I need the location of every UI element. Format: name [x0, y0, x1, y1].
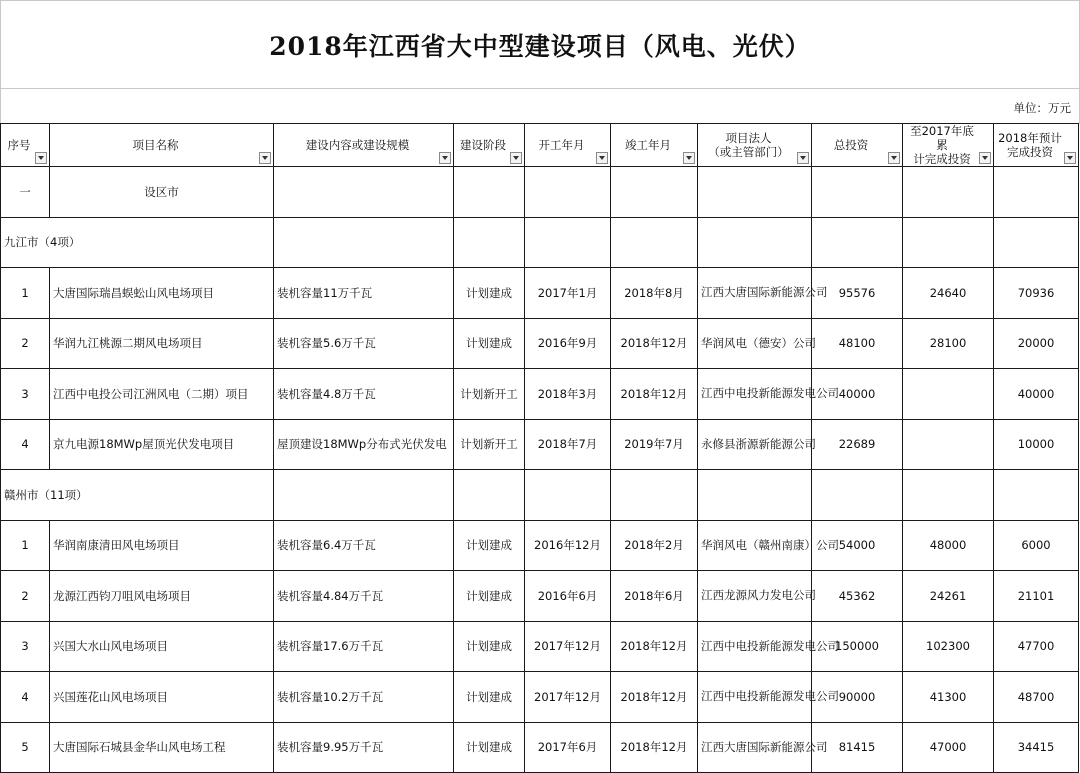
cell-empty[interactable] [274, 167, 454, 218]
cell-plan-2018[interactable]: 6000 [994, 520, 1079, 571]
col-header-owner[interactable]: 项目法人 （或主管部门） [698, 124, 812, 167]
filter-dropdown-icon[interactable] [259, 152, 271, 164]
cell-no[interactable]: 1 [1, 268, 50, 319]
table-row [1, 318, 1079, 369]
table-row [1, 419, 1079, 470]
cell-project-name[interactable]: 大唐国际瑞昌蜈蚣山风电场项目 [50, 268, 274, 319]
cell-scale[interactable]: 装机容量10.2万千瓦 [274, 672, 454, 723]
filter-dropdown-icon[interactable] [510, 152, 522, 164]
cell-end-date[interactable]: 2018年12月 [611, 318, 698, 369]
cell-stage[interactable]: 计划建成 [454, 621, 525, 672]
cell-stage[interactable]: 计划建成 [454, 268, 525, 319]
cell-project-name[interactable]: 江西中电投公司江洲风电（二期）项目 [50, 369, 274, 420]
cell-done-2017[interactable]: 24640 [903, 268, 994, 319]
cell-empty[interactable] [994, 167, 1079, 218]
cell-scale[interactable]: 装机容量5.6万千瓦 [274, 318, 454, 369]
unit-label: 单位：万元 [1013, 101, 1071, 115]
cell-empty[interactable] [698, 217, 812, 268]
cell-end-date[interactable]: 2018年12月 [611, 369, 698, 420]
cell-owner[interactable]: 江西大唐国际新能源公司 [698, 268, 812, 319]
cell-end-date[interactable]: 2018年8月 [611, 268, 698, 319]
cell-empty[interactable] [611, 470, 698, 521]
col-header-no[interactable]: 序号 [1, 124, 50, 167]
cell-project-name[interactable]: 兴国莲花山风电场项目 [50, 672, 274, 723]
cell-empty[interactable] [274, 217, 454, 268]
cell-scale[interactable]: 装机容量9.95万千瓦 [274, 722, 454, 773]
cell-start-date[interactable]: 2017年1月 [525, 268, 611, 319]
cell-end-date[interactable]: 2018年6月 [611, 571, 698, 622]
cell-owner[interactable]: 永修县浙源新能源公司 [698, 419, 812, 470]
cell-project-name[interactable]: 京九电源18MWp屋顶光伏发电项目 [50, 419, 274, 470]
section-row-ganzhou [1, 470, 1079, 521]
cell-owner[interactable]: 华润风电（赣州南康）公司 [698, 520, 812, 571]
title-row[interactable] [0, 0, 1080, 89]
table-row [1, 571, 1079, 622]
cell-owner[interactable]: 江西龙源风力发电公司 [698, 571, 812, 622]
cell-scale[interactable]: 装机容量4.84万千瓦 [274, 571, 454, 622]
cell-plan-2018[interactable]: 70936 [994, 268, 1079, 319]
cell-project-name[interactable]: 大唐国际石城县金华山风电场工程 [50, 722, 274, 773]
cell-scale[interactable]: 装机容量6.4万千瓦 [274, 520, 454, 571]
cell-scale[interactable]: 装机容量17.6万千瓦 [274, 621, 454, 672]
cell-empty[interactable] [812, 167, 903, 218]
cell-total-investment[interactable]: 95576 [812, 268, 903, 319]
cell-done-2017[interactable]: 48000 [903, 520, 994, 571]
cell-total-investment[interactable]: 40000 [812, 369, 903, 420]
cell-done-2017[interactable]: 47000 [903, 722, 994, 773]
cell-stage[interactable]: 计划建成 [454, 672, 525, 723]
col-header-done2017[interactable]: 至2017年底累 计完成投资 [903, 124, 994, 167]
cell-plan-2018[interactable]: 10000 [994, 419, 1079, 470]
cell-no[interactable]: 4 [1, 419, 50, 470]
cell-total-investment[interactable]: 54000 [812, 520, 903, 571]
cell-empty[interactable] [812, 470, 903, 521]
cell-start-date[interactable]: 2017年12月 [525, 672, 611, 723]
header-row [1, 124, 1079, 167]
cell-empty[interactable] [994, 217, 1079, 268]
filter-dropdown-icon[interactable] [596, 152, 608, 164]
col-header-name[interactable]: 项目名称 [50, 124, 274, 167]
section-label[interactable]: 设区市 [50, 167, 274, 218]
cell-total-investment[interactable]: 48100 [812, 318, 903, 369]
table-row [1, 369, 1079, 420]
cell-start-date[interactable]: 2017年6月 [525, 722, 611, 773]
col-header-end[interactable]: 竣工年月 [611, 124, 698, 167]
cell-empty[interactable] [525, 217, 611, 268]
cell-empty[interactable] [903, 470, 994, 521]
cell-empty[interactable] [812, 217, 903, 268]
cell-stage[interactable]: 计划新开工 [454, 369, 525, 420]
filter-dropdown-icon[interactable] [979, 152, 991, 164]
cell-empty[interactable] [454, 470, 525, 521]
cell-done-2017[interactable]: 28100 [903, 318, 994, 369]
cell-no[interactable]: 2 [1, 318, 50, 369]
cell-stage[interactable]: 计划建成 [454, 318, 525, 369]
sheet-title: 2018年江西省大中型建设项目（风电、光伏） [269, 32, 811, 61]
cell-start-date[interactable]: 2018年7月 [525, 419, 611, 470]
table-row [1, 672, 1079, 723]
table-row [1, 268, 1079, 319]
cell-project-name[interactable]: 龙源江西钧刀咀风电场项目 [50, 571, 274, 622]
filter-dropdown-icon[interactable] [439, 152, 451, 164]
cell-empty[interactable] [274, 470, 454, 521]
cell-end-date[interactable]: 2018年2月 [611, 520, 698, 571]
cell-stage[interactable]: 计划建成 [454, 571, 525, 622]
section-number[interactable]: 一 [1, 167, 50, 218]
cell-empty[interactable] [611, 167, 698, 218]
cell-project-name[interactable]: 兴国大水山风电场项目 [50, 621, 274, 672]
section-row-jiujiang [1, 217, 1079, 268]
cell-plan-2018[interactable]: 21101 [994, 571, 1079, 622]
filter-dropdown-icon[interactable] [797, 152, 809, 164]
cell-total-investment[interactable]: 81415 [812, 722, 903, 773]
cell-empty[interactable] [525, 470, 611, 521]
cell-empty[interactable] [698, 470, 812, 521]
cell-scale[interactable]: 装机容量11万千瓦 [274, 268, 454, 319]
cell-plan-2018[interactable]: 40000 [994, 369, 1079, 420]
cell-project-name[interactable]: 华润九江桃源二期风电场项目 [50, 318, 274, 369]
cell-owner[interactable]: 江西中电投新能源发电公司 [698, 621, 812, 672]
ganzhou-rows [1, 520, 1079, 773]
cell-start-date[interactable]: 2018年3月 [525, 369, 611, 420]
cell-done-2017[interactable]: 102300 [903, 621, 994, 672]
cell-empty[interactable] [525, 167, 611, 218]
filter-dropdown-icon[interactable] [35, 152, 47, 164]
cell-empty[interactable] [454, 167, 525, 218]
cell-no[interactable]: 2 [1, 571, 50, 622]
cell-empty[interactable] [903, 167, 994, 218]
col-header-start[interactable]: 开工年月 [525, 124, 611, 167]
cell-end-date[interactable]: 2019年7月 [611, 419, 698, 470]
cell-total-investment[interactable]: 45362 [812, 571, 903, 622]
cell-empty[interactable] [903, 217, 994, 268]
cell-total-investment[interactable]: 90000 [812, 672, 903, 723]
cell-plan-2018[interactable]: 47700 [994, 621, 1079, 672]
unit-row[interactable] [0, 88, 1080, 124]
cell-stage[interactable]: 计划建成 [454, 520, 525, 571]
cell-owner[interactable]: 华润风电（德安）公司 [698, 318, 812, 369]
cell-end-date[interactable]: 2018年12月 [611, 722, 698, 773]
col-header-total[interactable]: 总投资 [812, 124, 903, 167]
cell-done-2017[interactable]: 24261 [903, 571, 994, 622]
col-header-scale[interactable]: 建设内容或建设规模 [274, 124, 454, 167]
table-row [1, 520, 1079, 571]
filter-dropdown-icon[interactable] [683, 152, 695, 164]
cell-owner[interactable]: 江西中电投新能源发电公司 [698, 369, 812, 420]
city-heading-ganzhou[interactable]: 赣州市（11项） [1, 470, 274, 521]
cell-total-investment[interactable]: 150000 [812, 621, 903, 672]
project-table [0, 123, 1079, 773]
cell-scale[interactable]: 屋顶建设18MWp分布式光伏发电 [274, 419, 454, 470]
cell-no[interactable]: 3 [1, 369, 50, 420]
table-row [1, 722, 1079, 773]
table-row [1, 621, 1079, 672]
cell-total-investment[interactable]: 22689 [812, 419, 903, 470]
filter-dropdown-icon[interactable] [1064, 152, 1076, 164]
cell-end-date[interactable]: 2018年12月 [611, 672, 698, 723]
cell-no[interactable]: 3 [1, 621, 50, 672]
cell-done-2017[interactable] [903, 419, 994, 470]
cell-empty[interactable] [698, 167, 812, 218]
cell-no[interactable]: 1 [1, 520, 50, 571]
filter-dropdown-icon[interactable] [888, 152, 900, 164]
cell-empty[interactable] [611, 217, 698, 268]
cell-owner[interactable]: 江西大唐国际新能源公司 [698, 722, 812, 773]
cell-stage[interactable]: 计划建成 [454, 722, 525, 773]
cell-plan-2018[interactable]: 48700 [994, 672, 1079, 723]
cell-no[interactable]: 4 [1, 672, 50, 723]
section-row-cities [1, 167, 1079, 218]
cell-plan-2018[interactable]: 20000 [994, 318, 1079, 369]
cell-stage[interactable]: 计划新开工 [454, 419, 525, 470]
cell-done-2017[interactable] [903, 369, 994, 420]
cell-owner[interactable]: 江西中电投新能源发电公司 [698, 672, 812, 723]
col-header-plan2018[interactable]: 2018年预计 完成投资 [994, 124, 1079, 167]
cell-empty[interactable] [454, 217, 525, 268]
cell-start-date[interactable]: 2016年12月 [525, 520, 611, 571]
jiujiang-rows [1, 268, 1079, 470]
cell-end-date[interactable]: 2018年12月 [611, 621, 698, 672]
cell-done-2017[interactable]: 41300 [903, 672, 994, 723]
cell-empty[interactable] [994, 470, 1079, 521]
cell-plan-2018[interactable]: 34415 [994, 722, 1079, 773]
cell-no[interactable]: 5 [1, 722, 50, 773]
city-heading-jiujiang[interactable]: 九江市（4项） [1, 217, 274, 268]
col-header-stage[interactable]: 建设阶段 [454, 124, 525, 167]
cell-start-date[interactable]: 2017年12月 [525, 621, 611, 672]
cell-start-date[interactable]: 2016年9月 [525, 318, 611, 369]
cell-project-name[interactable]: 华润南康清田风电场项目 [50, 520, 274, 571]
cell-start-date[interactable]: 2016年6月 [525, 571, 611, 622]
cell-scale[interactable]: 装机容量4.8万千瓦 [274, 369, 454, 420]
